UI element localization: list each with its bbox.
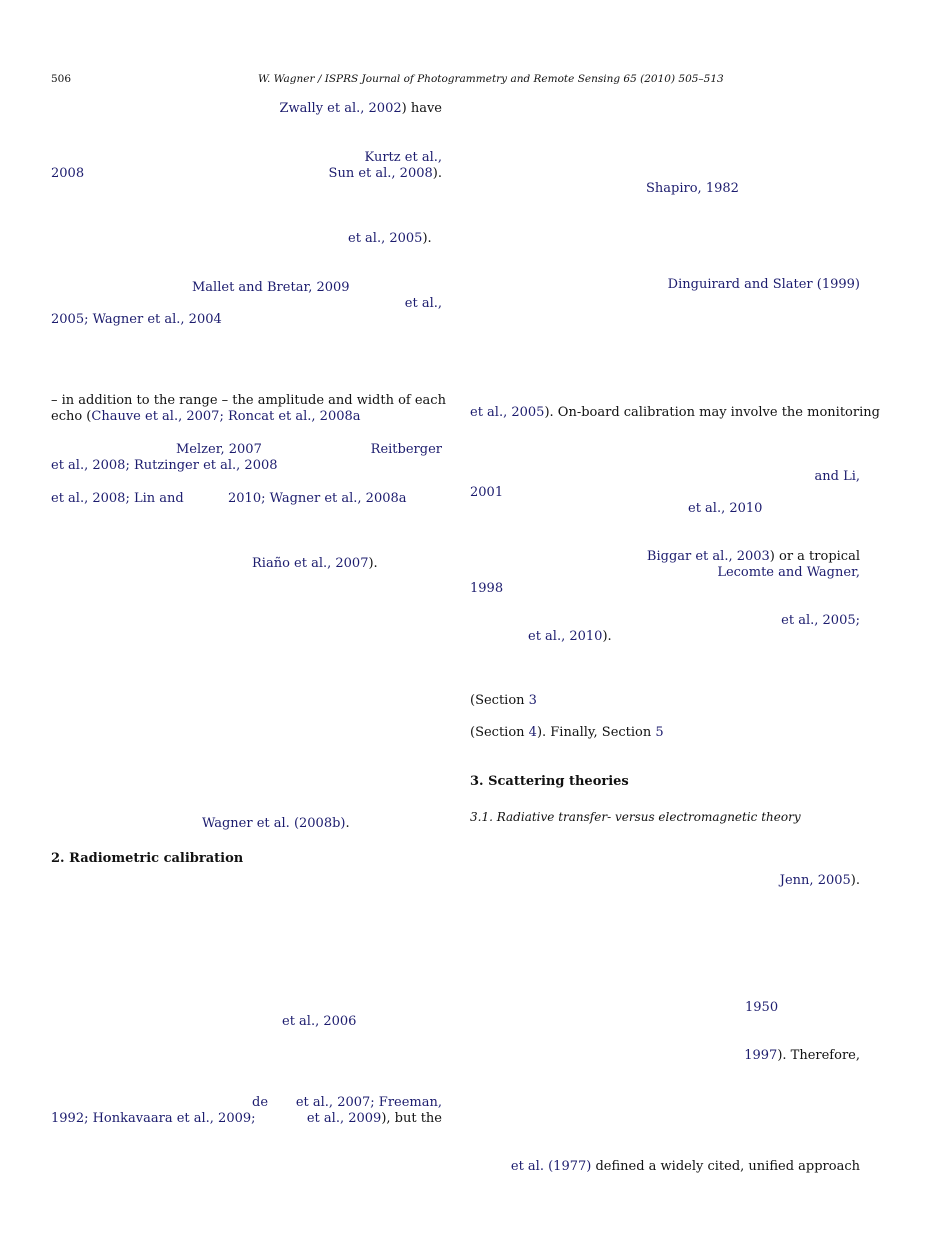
left-line-6	[51, 296, 442, 312]
right-line-3	[470, 405, 880, 421]
citation-link[interactable]: Biggar et al., 2003	[646, 549, 770, 564]
text: ) have	[401, 101, 442, 116]
section-2-heading: 2. Radiometric calibration	[51, 851, 244, 866]
citation-link[interactable]: et al., 2008; Rutzinger et al., 2008	[51, 458, 278, 473]
right-line-16	[470, 1048, 860, 1064]
citation-link[interactable]: 2001	[470, 485, 504, 500]
citation-link[interactable]: 2008	[51, 166, 85, 181]
right-line-9	[470, 581, 503, 597]
citation-link[interactable]: et al., 2006	[282, 1014, 357, 1029]
text: ). On-board calibration may involve the monitoring	[544, 405, 880, 420]
left-line-11	[51, 458, 278, 474]
right-line-15	[745, 1000, 778, 1016]
citation-link[interactable]: Dinguirard and Slater (1999)	[667, 277, 860, 292]
text: ). Therefore,	[777, 1048, 860, 1063]
page-number: 506	[51, 73, 72, 85]
citation-link[interactable]: 2010; Wagner et al., 2008a	[228, 491, 407, 506]
left-line-16b	[51, 1095, 442, 1111]
citation-link[interactable]: et al. (1977)	[510, 1159, 592, 1174]
citation-link[interactable]: 2005; Wagner et al., 2004	[51, 312, 222, 327]
citation-link[interactable]: Kurtz et al.,	[364, 150, 442, 165]
left-line-5	[192, 280, 350, 296]
right-line-8	[470, 565, 860, 581]
citation-link[interactable]: Riaño et al., 2007	[252, 556, 369, 571]
text: ).	[422, 231, 432, 246]
citation-link[interactable]: Jenn, 2005	[779, 873, 851, 888]
text: ).	[432, 166, 442, 181]
left-line-12b	[228, 491, 407, 507]
left-line-2	[51, 150, 442, 166]
left-line-14	[202, 816, 350, 832]
text: ) or a tropical	[769, 549, 860, 564]
right-line-2	[470, 277, 860, 293]
text: (Section	[470, 725, 529, 740]
citation-link[interactable]: 1998	[470, 581, 504, 596]
left-line-1	[51, 101, 442, 117]
section-ref-link[interactable]: 3	[528, 693, 537, 708]
left-line-8: – in addition to the range – the amplitude and width of each	[51, 393, 446, 408]
section-ref-link[interactable]: 5	[655, 725, 664, 740]
text: ).	[602, 629, 612, 644]
left-line-15	[282, 1014, 356, 1030]
right-line-10	[470, 613, 860, 629]
left-line-10b	[51, 442, 442, 458]
citation-link[interactable]: Sun et al., 2008	[328, 166, 433, 181]
right-line-6	[688, 501, 762, 517]
text: ). Finally, Section	[536, 725, 656, 740]
citation-link[interactable]: and Li,	[814, 469, 860, 484]
left-line-7	[51, 312, 222, 328]
running-title: W. Wagner / ISPRS Journal of Photogrammetry and Remote Sensing 65 (2010) 505–513	[258, 73, 724, 85]
text: ).	[850, 873, 860, 888]
left-line-12a	[51, 491, 184, 507]
right-line-7	[470, 549, 860, 565]
text: ).	[368, 556, 378, 571]
left-line-4	[348, 231, 432, 247]
text: .	[345, 816, 350, 831]
citation-link[interactable]: et al., 2007; Freeman,	[295, 1095, 442, 1110]
citation-link[interactable]: Chauve et al., 2007; Roncat et al., 2008a	[91, 409, 361, 424]
right-line-14	[470, 873, 860, 889]
citation-link[interactable]: et al., 2008; Lin and	[51, 491, 184, 506]
right-line-13	[470, 725, 664, 741]
text: defined a widely cited, unified approach	[591, 1159, 860, 1174]
left-line-3b	[51, 166, 442, 182]
left-line-17b	[51, 1111, 442, 1127]
citation-link[interactable]: et al., 2009	[306, 1111, 382, 1126]
citation-link[interactable]: Shapiro, 1982	[646, 181, 739, 196]
citation-link[interactable]: et al., 2005	[470, 405, 545, 420]
right-line-12	[470, 693, 537, 709]
right-line-17	[470, 1159, 860, 1175]
section-ref-link[interactable]: 4	[528, 725, 537, 740]
right-line-4	[470, 469, 860, 485]
citation-link[interactable]: et al., 2010	[528, 629, 603, 644]
section-3-heading: 3. Scattering theories	[470, 774, 629, 789]
citation-link[interactable]: Melzer, 2007	[176, 442, 262, 457]
text: (Section	[470, 693, 529, 708]
citation-link[interactable]: et al., 2010	[688, 501, 763, 516]
subsection-3-1-heading: 3.1. Radiative transfer- versus electromagnetic theory	[470, 810, 801, 824]
left-line-13	[252, 556, 378, 572]
text: ), but the	[381, 1111, 442, 1126]
citation-link[interactable]: de	[252, 1095, 269, 1110]
right-line-11	[528, 629, 612, 645]
citation-link[interactable]: et al., 2005	[348, 231, 423, 246]
citation-link[interactable]: et al.,	[404, 296, 442, 311]
citation-link[interactable]: 1997	[744, 1048, 778, 1063]
citation-link[interactable]: 1992; Honkavaara et al., 2009;	[51, 1111, 256, 1126]
citation-link[interactable]: Lecomte and Wagner,	[717, 565, 860, 580]
right-line-5	[470, 485, 503, 501]
left-line-9	[51, 409, 361, 425]
citation-link[interactable]: Wagner et al. (2008b)	[202, 816, 346, 831]
right-line-1	[646, 181, 739, 197]
citation-link[interactable]: Zwally et al., 2002	[279, 101, 402, 116]
citation-link[interactable]: Reitberger	[370, 442, 442, 457]
citation-link[interactable]: et al., 2005;	[781, 613, 860, 628]
citation-link[interactable]: Mallet and Bretar, 2009	[192, 280, 350, 295]
citation-link[interactable]: 1950	[745, 1000, 779, 1015]
text: echo (	[51, 409, 92, 424]
